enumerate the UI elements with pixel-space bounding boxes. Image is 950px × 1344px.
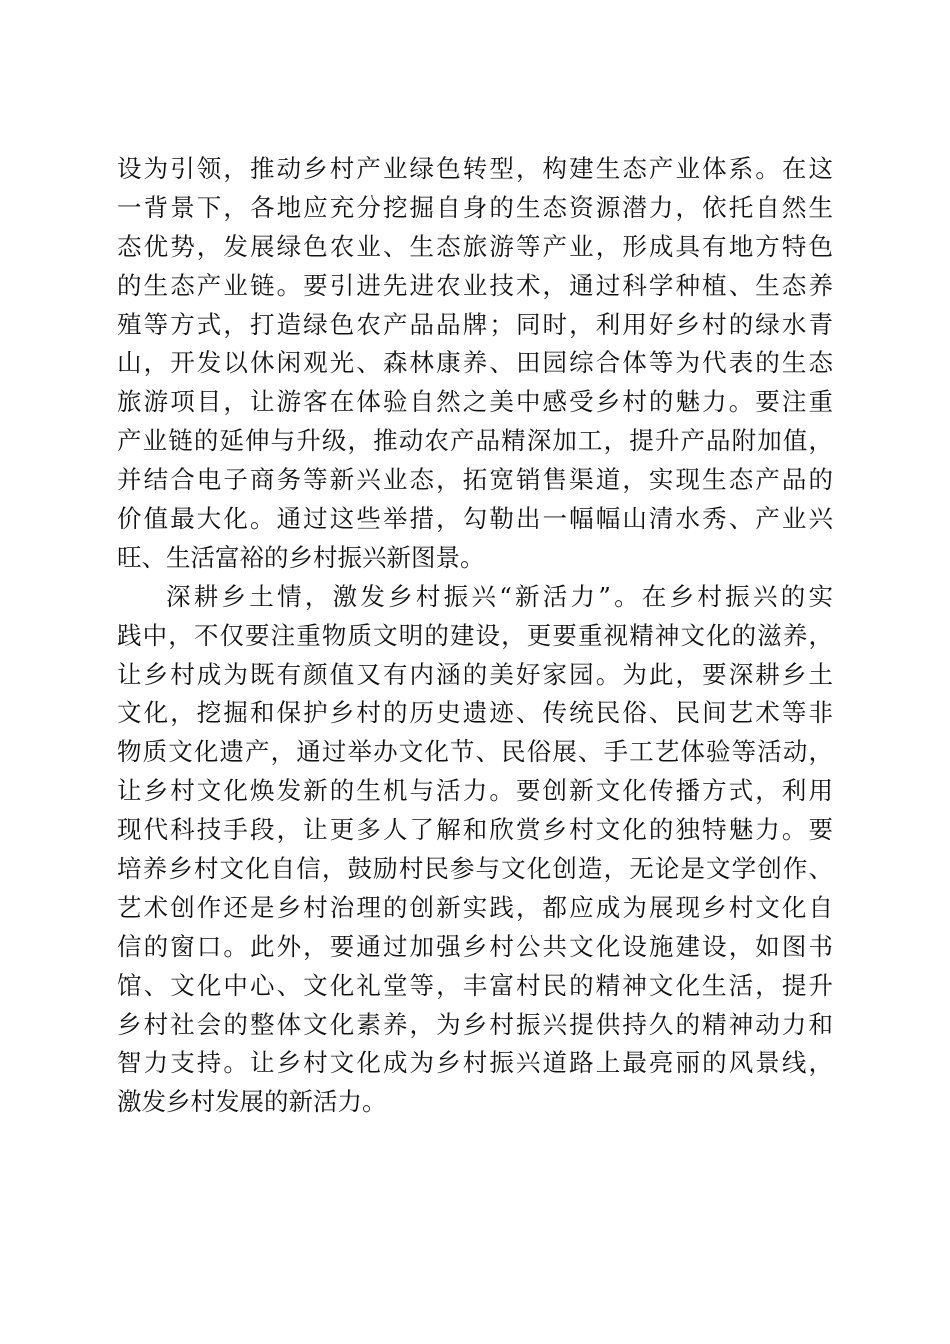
- text-line: 旺、生活富裕的乡村振兴新图景。: [117, 542, 485, 572]
- text-line: 并结合电子商务等新兴业态，拓宽销售渠道，实现生态产品的: [117, 465, 833, 495]
- text-line: 让乡村成为既有颜值又有内涵的美好家园。为此，要深耕乡土: [117, 659, 833, 689]
- text-line: 践中，不仅要注重物质文明的建设，更要重视精神文化的滋养，: [117, 620, 833, 650]
- body-text: [117, 150, 833, 1122]
- text-line: 文化，挖掘和保护乡村的历史遗迹、传统民俗、民间艺术等非: [117, 698, 833, 728]
- text-line: 旅游项目，让游客在体验自然之美中感受乡村的魅力。要注重: [117, 387, 833, 417]
- paragraph-1: [117, 150, 833, 578]
- text-line: 培养乡村文化自信，鼓励村民参与文化创造，无论是文学创作、: [117, 854, 833, 884]
- text-line: 山，开发以休闲观光、森林康养、田园综合体等为代表的生态: [117, 348, 833, 378]
- text-line: 殖等方式，打造绿色农产品品牌；同时，利用好乡村的绿水青: [117, 309, 833, 339]
- text-line: 馆、文化中心、文化礼堂等，丰富村民的精神文化生活，提升: [117, 970, 833, 1000]
- text-line: 价值最大化。通过这些举措，勾勒出一幅幅山清水秀、产业兴: [117, 504, 833, 534]
- text-line: 现代科技手段，让更多人了解和欣赏乡村文化的独特魅力。要: [117, 815, 833, 845]
- text-line: 态优势，发展绿色农业、生态旅游等产业，形成具有地方特色: [117, 231, 833, 261]
- text-line: 物质文化遗产，通过举办文化节、民俗展、手工艺体验等活动，: [117, 737, 833, 767]
- text-line: 的生态产业链。要引进先进农业技术，通过科学种植、生态养: [117, 270, 833, 300]
- text-line: 智力支持。让乡村文化成为乡村振兴道路上最亮丽的风景线，: [117, 1048, 833, 1078]
- text-line: 激发乡村发展的新活力。: [117, 1087, 387, 1117]
- paragraph-2: [117, 578, 833, 1122]
- text-line: 信的窗口。此外，要通过加强乡村公共文化设施建设，如图书: [117, 931, 833, 961]
- text-line: 深耕乡土情，激发乡村振兴“新活力”。在乡村振兴的实: [166, 581, 833, 611]
- text-line: 一背景下，各地应充分挖掘自身的生态资源潜力，依托自然生: [117, 192, 833, 222]
- text-line: 乡村社会的整体文化素养，为乡村振兴提供持久的精神动力和: [117, 1009, 833, 1039]
- text-line: 设为引领，推动乡村产业绿色转型，构建生态产业体系。在这: [117, 154, 833, 183]
- text-line: 产业链的延伸与升级，推动农产品精深加工，提升产品附加值，: [117, 426, 833, 456]
- text-line: 艺术创作还是乡村治理的创新实践，都应成为展现乡村文化自: [117, 892, 833, 922]
- text-line: 让乡村文化焕发新的生机与活力。要创新文化传播方式，利用: [117, 776, 833, 806]
